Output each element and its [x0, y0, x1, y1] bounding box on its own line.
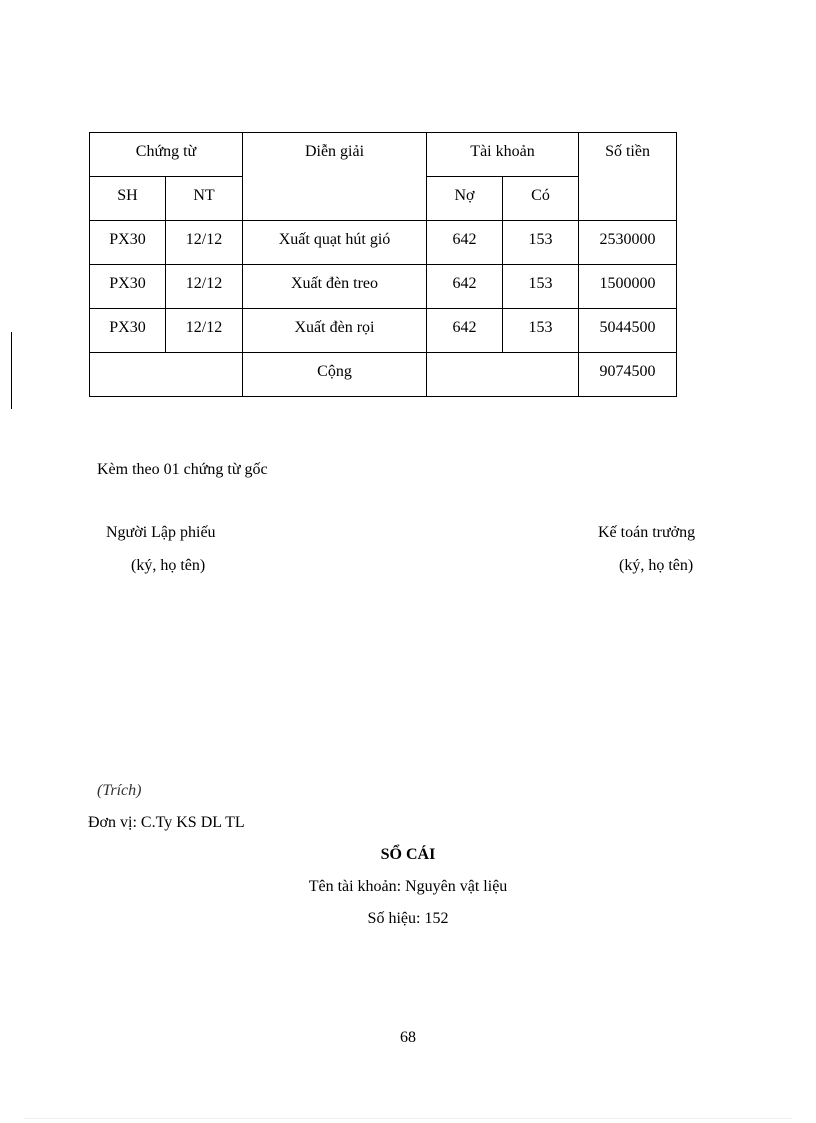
cell-no: 642: [427, 221, 503, 265]
margin-marker: [11, 332, 12, 409]
page-bottom-rule: [24, 1118, 792, 1119]
cell-so-tien: 1500000: [579, 265, 677, 309]
table-row: [90, 265, 677, 309]
header-so-tien: Số tiền: [579, 133, 677, 221]
cell-co: 153: [503, 309, 579, 353]
header-sh: SH: [90, 177, 166, 221]
cell-dien-giai: Xuất đèn rọi: [243, 309, 427, 353]
header-co: Có: [503, 177, 579, 221]
cell-co: 153: [503, 221, 579, 265]
total-so-tien: 9074500: [579, 353, 677, 397]
cell-nt: 12/12: [166, 309, 243, 353]
cell-co: 153: [503, 265, 579, 309]
account-number: Số hiệu: 152: [367, 910, 449, 927]
cell-sh: PX30: [90, 221, 166, 265]
cell-nt: 12/12: [166, 265, 243, 309]
header-tai-khoan: Tài khoản: [427, 133, 579, 177]
cell-sh: PX30: [90, 309, 166, 353]
table-header-row: [90, 133, 677, 177]
cell-no: 642: [427, 309, 503, 353]
table-row: [90, 221, 677, 265]
page-number: 68: [400, 1029, 416, 1046]
preparer-note: (ký, họ tên): [131, 557, 206, 574]
header-chung-tu: Chứng từ: [90, 133, 243, 177]
ledger-title: SỔ CÁI: [380, 846, 436, 863]
cell-nt: 12/12: [166, 221, 243, 265]
cell-empty: [427, 353, 579, 397]
cell-empty: [90, 353, 243, 397]
chief-accountant-note: (ký, họ tên): [619, 557, 694, 574]
header-no: Nợ: [427, 177, 503, 221]
cell-so-tien: 5044500: [579, 309, 677, 353]
total-label: Cộng: [243, 353, 427, 397]
header-dien-giai: Diễn giải: [243, 133, 427, 221]
attachment-note: Kèm theo 01 chứng từ gốc: [97, 461, 268, 478]
cell-dien-giai: Xuất đèn treo: [243, 265, 427, 309]
cell-so-tien: 2530000: [579, 221, 677, 265]
table-total-row: [90, 353, 677, 397]
cell-dien-giai: Xuất quạt hút gió: [243, 221, 427, 265]
table-row: [90, 309, 677, 353]
chief-accountant-title: Kế toán trưởng: [598, 524, 696, 541]
preparer-title: Người Lập phiếu: [106, 524, 216, 541]
header-nt: NT: [166, 177, 243, 221]
cell-no: 642: [427, 265, 503, 309]
unit-label: Đơn vị: C.Ty KS DL TL: [88, 814, 245, 831]
account-name: Tên tài khoản: Nguyên vật liệu: [308, 878, 508, 895]
cell-sh: PX30: [90, 265, 166, 309]
voucher-table: [89, 132, 677, 397]
excerpt-label: (Trích): [97, 782, 142, 799]
